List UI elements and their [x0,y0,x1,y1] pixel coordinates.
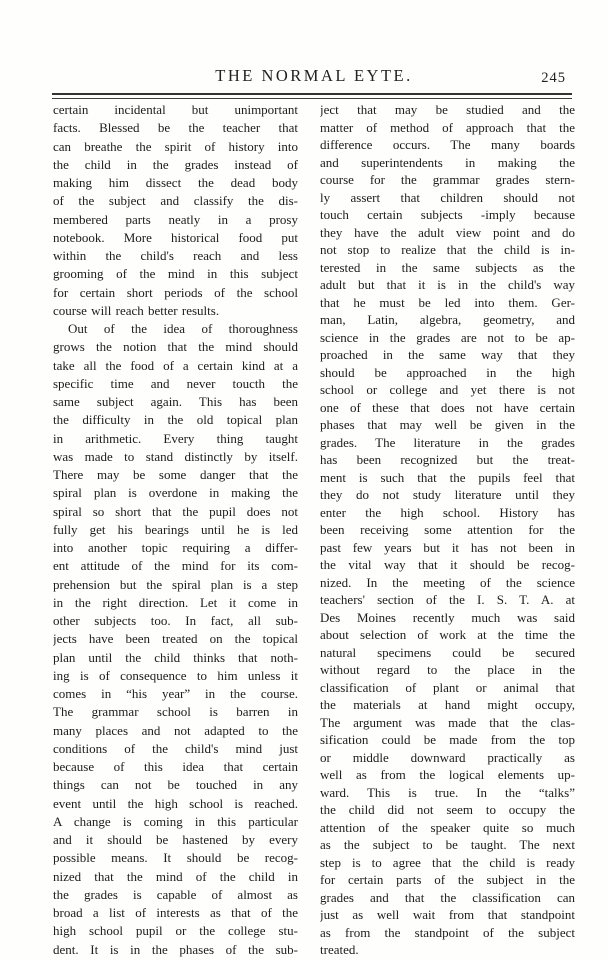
text-line: not stop to realize that the child is in- [320,242,575,257]
text-line: or middle downward practically as [320,749,575,765]
text-line: treated. [320,942,359,957]
text-line: grades. The literature in the grades [320,434,575,450]
text-line: many places and not adapted to the [53,722,298,738]
text-line: enter the high school. History has [320,504,575,520]
page-number: 245 [541,70,566,86]
text-line: fully get his bearings until he is led [53,521,298,537]
text-line: sification could be made from the top [320,732,575,747]
text-line: spiral so short that the pupil does not [53,503,298,519]
text-line: past few years but it has not been in [320,539,575,555]
text-line: A change is coming in this particular [53,813,298,829]
text-line: natural specimens could be secured [320,644,575,660]
text-line: specific time and never toucth the [53,375,298,391]
text-line: things can not be touched in any [53,777,298,793]
text-line: the child in the grades instead of [53,156,298,172]
text-line: within the child's reach and less [53,248,298,263]
text-line: in the right direction. Let it come in [53,594,298,610]
text-line: membered parts neatly in a prosy [53,211,298,227]
text-line: teachers' section of the I. S. T. A. at [320,592,575,607]
text-line: and it should be hastened by every [53,832,298,847]
text-line: difference occurs. The many boards [320,137,575,152]
text-line: for certain parts of the subject in the [320,872,575,887]
text-line: ent attitude of the mind for its com- [53,558,298,574]
text-line: that he must be led into them. Ger- [320,294,575,310]
text-line: prehension but the spiral plan is a step [53,576,298,592]
text-line: school or college and yet there is not [320,382,575,397]
text-line: The argument was made that the clas- [320,714,575,730]
paragraph [53,101,298,320]
text-line: nized. In the meeting of the science [320,574,575,590]
text-line: one of these that does not have certain [320,399,575,415]
text-line: science in the grades are not to be ap- [320,329,575,345]
text-line: making him dissect the dead body [53,175,298,190]
text-line: matter of method of approach that the [320,119,575,135]
text-line: the difficulty in the old topical plan [53,412,298,428]
text-line: conditions of the child's mind just [53,740,298,756]
text-line: they do not study literature until they [320,487,575,502]
text-line: take all the food of a certain kind at a [53,357,298,373]
text-line: step is to agree that the child is ready [320,854,575,870]
text-columns [53,101,575,959]
text-line: can breathe the spirit of history into [53,138,298,154]
text-line: facts. Blessed be the teacher that [53,120,298,136]
text-line: proached in the same way that they [320,347,575,362]
text-line: without regard to the place in the [320,662,575,677]
text-line: been receiving some attention for the [320,522,575,537]
text-line: man, Latin, algebra, geometry, and [320,312,575,327]
text-line: about selection of work at the time the [320,627,575,642]
text-line: ward. This is true. In the “talks” [320,784,575,800]
text-line: Des Moines recently much was said [320,609,575,625]
text-line: grades and that the classification can [320,889,575,905]
text-line: Out of the idea of thoroughness [68,321,298,336]
text-line: attention of the speaker quite so much [320,819,575,835]
page-title: THE NORMAL EYTE. [215,66,413,85]
text-line: the materials at hand might occupy, [320,697,575,712]
text-line: ject that may be studied and the [320,102,575,117]
text-line: ly assert that children should not [320,189,575,205]
text-line: ment is such that the pupils feel that [320,469,575,485]
paragraph [320,101,575,959]
text-line: comes in “his year” in the course. [53,686,298,701]
text-line: grows the notion that the mind should [53,339,298,355]
text-line: has been recognized but the treat- [320,452,575,467]
text-line: dent. It is in the phases of the sub- [53,941,298,957]
text-line: the grades is capable of almost as [53,886,298,902]
text-line: jects have been treated on the topical [53,631,298,647]
text-line: spiral plan is overdone in making the [53,485,298,501]
text-line: ing is of consequence to him unless it [53,667,298,683]
text-line: was made to stand distinctly by itself. [53,448,298,464]
text-line: event until the high school is reached. [53,795,298,811]
right-column [320,101,575,959]
text-line: touch certain subjects -imply because [320,207,575,222]
text-line: because of this idea that certain [53,759,298,774]
text-line: course for the grammar grades stern- [320,172,575,187]
text-line: just as well wait from that standpoint [320,907,575,922]
text-line: broad a list of interests as that of the [53,905,298,920]
text-line: terested in the same subjects as the [320,259,575,275]
text-line: as the subject to be taught. The next [320,837,575,852]
header-rule [52,93,572,99]
paragraph [53,320,298,959]
text-line: into another topic requiring a differ- [53,540,298,555]
text-line: phases that may well be given in the [320,417,575,432]
text-line: the vital way that it should be recog- [320,557,575,572]
text-line: The grammar school is barren in [53,704,298,720]
text-line: course will reach better results. [53,302,220,318]
text-line: There may be some danger that the [53,467,298,482]
text-line: same subject again. This has been [53,394,298,409]
text-line: for certain short periods of the school [53,284,298,300]
text-line: in arithmetic. Every thing taught [53,430,298,446]
text-line: as from the standpoint of the subject [320,924,575,940]
text-line: should be approached in the high [320,364,575,380]
text-line: they have the adult view point and do [320,224,575,240]
left-column [53,101,298,959]
text-line: plan until the child thinks that noth- [53,649,298,665]
text-line: classification of plant or animal that [320,679,575,695]
text-line: and superintendents in making the [320,154,575,170]
text-line: well as from the logical elements up- [320,767,575,782]
text-line: possible means. It should be recog- [53,850,298,866]
text-line: nized that the mind of the child in [53,868,298,884]
text-line: adult but that it is in the child's way [320,277,575,292]
text-line: certain incidental but unimportant [53,102,298,117]
text-line: the child did not seem to occupy the [320,802,575,817]
text-line: high school pupil or the college stu- [53,923,298,939]
text-line: notebook. More historical food put [53,229,298,245]
text-line: of the subject and classify the dis- [53,193,298,209]
text-line: grooming of the mind in this subject [53,266,298,282]
text-line: other subjects too. In fact, all sub- [53,613,298,628]
